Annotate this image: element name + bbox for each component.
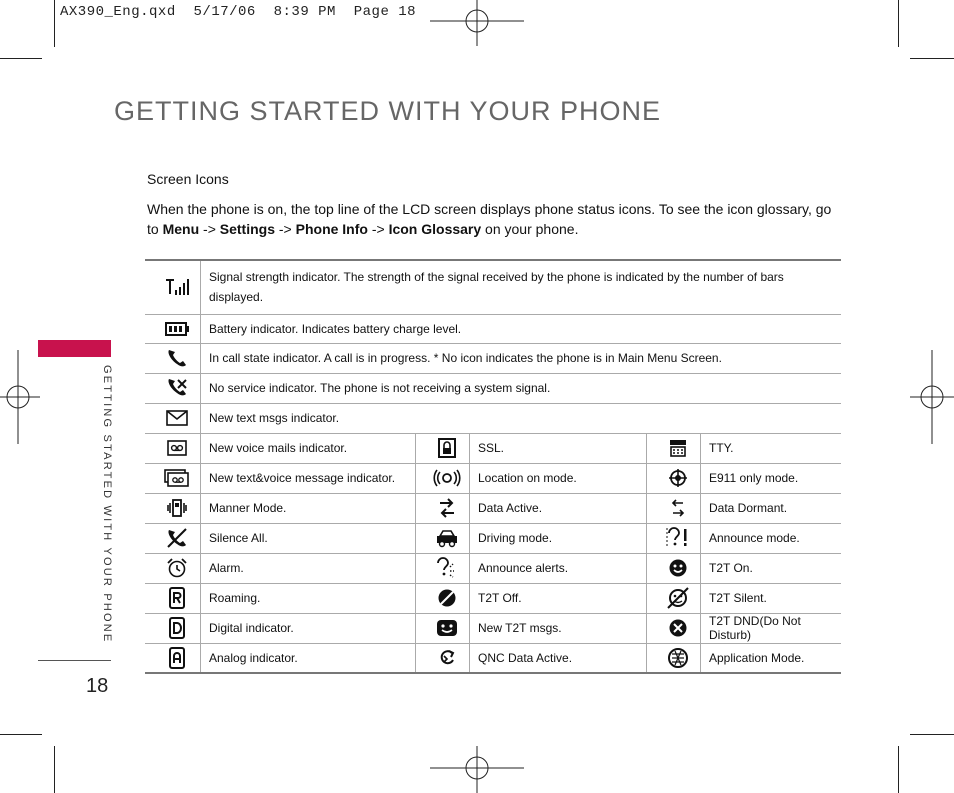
table-row xyxy=(145,403,841,433)
description: Battery indicator. Indicates battery charge level. xyxy=(201,314,842,343)
table-row xyxy=(145,433,841,463)
description: SSL. xyxy=(470,433,647,463)
qnc-data-icon xyxy=(437,648,457,668)
table-row xyxy=(145,523,841,553)
description: In call state indicator. A call is in progress. * No icon indicates the phone is in Main Menu Screen. xyxy=(201,343,842,373)
description: T2T Silent. xyxy=(701,583,842,613)
icon-cell xyxy=(647,553,701,583)
icon-cell xyxy=(145,373,201,403)
icon-cell xyxy=(416,553,470,583)
menu-path-arrow: -> xyxy=(371,221,385,237)
table-row xyxy=(145,613,841,643)
icon-cell xyxy=(416,613,470,643)
icon-cell xyxy=(647,463,701,493)
announce-mode-icon xyxy=(666,527,690,549)
application-mode-icon xyxy=(667,647,689,669)
print-header: AX390_Eng.qxd 5/17/06 8:39 PM Page 18 xyxy=(60,4,417,20)
intro-text: When the phone is on, the top line of the LCD screen displays phone status icons. To see the icon glossary, go to xyxy=(147,201,832,237)
icon-cell xyxy=(647,613,701,643)
description: Announce alerts. xyxy=(470,553,647,583)
side-tab-accent xyxy=(38,340,111,357)
crop-mark xyxy=(910,58,954,59)
page-number: 18 xyxy=(86,675,109,697)
icon-cell xyxy=(416,493,470,523)
description: Driving mode. xyxy=(470,523,647,553)
menu-path-settings: Settings xyxy=(219,221,275,237)
alarm-icon xyxy=(166,557,188,579)
intro-paragraph xyxy=(147,199,837,239)
menu-path-phone-info: Phone Info xyxy=(295,221,368,237)
icon-cell xyxy=(145,314,201,343)
description: Analog indicator. xyxy=(209,650,298,665)
icon-cell xyxy=(145,523,201,553)
table-row xyxy=(145,553,841,583)
section-heading: Screen Icons xyxy=(147,171,229,187)
description: T2T Off. xyxy=(470,583,647,613)
registration-mark-top xyxy=(430,0,524,48)
icon-cell xyxy=(145,613,201,643)
icon-cell xyxy=(145,583,201,613)
description: New voice mails indicator. xyxy=(201,433,416,463)
icon-cell xyxy=(416,523,470,553)
side-tab-label: GETTING STARTED WITH YOUR PHONE xyxy=(101,365,113,644)
table-row xyxy=(145,643,841,673)
icon-glossary-table xyxy=(145,259,841,674)
table-row xyxy=(145,314,841,343)
icon-cell xyxy=(647,523,701,553)
location-on-icon xyxy=(433,469,461,487)
t2t-on-icon xyxy=(668,558,688,578)
description: E911 only mode. xyxy=(701,463,842,493)
t2t-off-icon xyxy=(437,588,457,608)
description: T2T On. xyxy=(701,553,842,583)
announce-alerts-icon xyxy=(435,557,459,579)
silence-all-icon xyxy=(166,527,188,549)
manner-mode-icon xyxy=(166,498,188,518)
e911-icon xyxy=(668,468,688,488)
icon-cell xyxy=(647,643,701,673)
intro-text-end: on your phone. xyxy=(481,221,579,237)
description: Data Active. xyxy=(470,493,647,523)
description: Roaming. xyxy=(201,583,416,613)
data-dormant-icon xyxy=(669,498,687,518)
icon-cell xyxy=(145,493,201,523)
roaming-icon xyxy=(169,587,185,609)
signal-strength-icon xyxy=(164,277,190,297)
description: Digital indicator. xyxy=(201,613,416,643)
icon-cell xyxy=(647,493,701,523)
side-rule xyxy=(38,660,111,661)
description: No service indicator. The phone is not receiving a system signal. xyxy=(201,373,842,403)
icon-cell xyxy=(145,433,201,463)
menu-path-icon-glossary: Icon Glossary xyxy=(388,221,482,237)
description: Alarm. xyxy=(201,553,416,583)
description: New T2T msgs. xyxy=(470,613,647,643)
menu-path-menu: Menu xyxy=(162,221,200,237)
icon-cell xyxy=(145,553,201,583)
call-icon xyxy=(166,348,188,368)
menu-path-arrow: -> xyxy=(278,221,292,237)
icon-cell xyxy=(416,583,470,613)
description: Signal strength indicator. The strength of the signal received by the phone is indicated by the number of bars displayed. xyxy=(201,260,842,314)
registration-mark-bottom xyxy=(430,744,524,793)
table-row xyxy=(145,260,841,314)
crop-mark xyxy=(898,0,899,47)
registration-mark-left xyxy=(0,350,40,444)
description: New text msgs indicator. xyxy=(201,403,842,433)
table-row xyxy=(145,583,841,613)
table-row xyxy=(145,373,841,403)
t2t-dnd-icon xyxy=(668,618,688,638)
tty-icon xyxy=(668,438,688,458)
t2t-silent-icon xyxy=(666,586,690,610)
description: Location on mode. xyxy=(470,463,647,493)
icon-cell xyxy=(145,343,201,373)
driving-mode-icon xyxy=(435,528,459,548)
description: QNC Data Active. xyxy=(478,650,573,665)
icon-cell xyxy=(145,463,201,493)
icon-cell xyxy=(647,433,701,463)
crop-mark xyxy=(0,58,42,59)
description: Data Dormant. xyxy=(701,493,842,523)
description: Silence All. xyxy=(201,523,416,553)
icon-cell xyxy=(416,463,470,493)
description: TTY. xyxy=(701,433,842,463)
crop-mark xyxy=(54,0,55,47)
icon-cell xyxy=(145,643,201,673)
icon-cell xyxy=(416,433,470,463)
table-row xyxy=(145,463,841,493)
description: T2T DND(Do Not Disturb) xyxy=(701,613,842,643)
table-row xyxy=(145,343,841,373)
description: New text&voice message indicator. xyxy=(201,463,416,493)
analog-icon xyxy=(169,647,185,669)
no-service-icon xyxy=(166,377,188,399)
icon-cell xyxy=(145,260,201,314)
data-active-icon xyxy=(437,497,457,519)
crop-mark xyxy=(898,746,899,793)
icon-cell xyxy=(145,403,201,433)
lock-icon xyxy=(438,438,456,458)
battery-icon xyxy=(165,322,189,336)
crop-mark xyxy=(910,734,954,735)
registration-mark-right xyxy=(910,350,954,444)
description: Announce mode. xyxy=(701,523,842,553)
description: Application Mode. xyxy=(709,650,805,665)
text-voice-icon xyxy=(164,469,190,487)
icon-cell xyxy=(416,643,470,673)
icon-cell xyxy=(647,583,701,613)
table-row xyxy=(145,493,841,523)
voicemail-icon xyxy=(167,440,187,456)
envelope-icon xyxy=(166,410,188,426)
new-t2t-msgs-icon xyxy=(435,618,459,638)
digital-icon xyxy=(169,617,185,639)
page-title: GETTING STARTED WITH YOUR PHONE xyxy=(114,96,662,126)
description: Manner Mode. xyxy=(201,493,416,523)
crop-mark xyxy=(54,746,55,793)
crop-mark xyxy=(0,734,42,735)
menu-path-arrow: -> xyxy=(203,221,216,237)
